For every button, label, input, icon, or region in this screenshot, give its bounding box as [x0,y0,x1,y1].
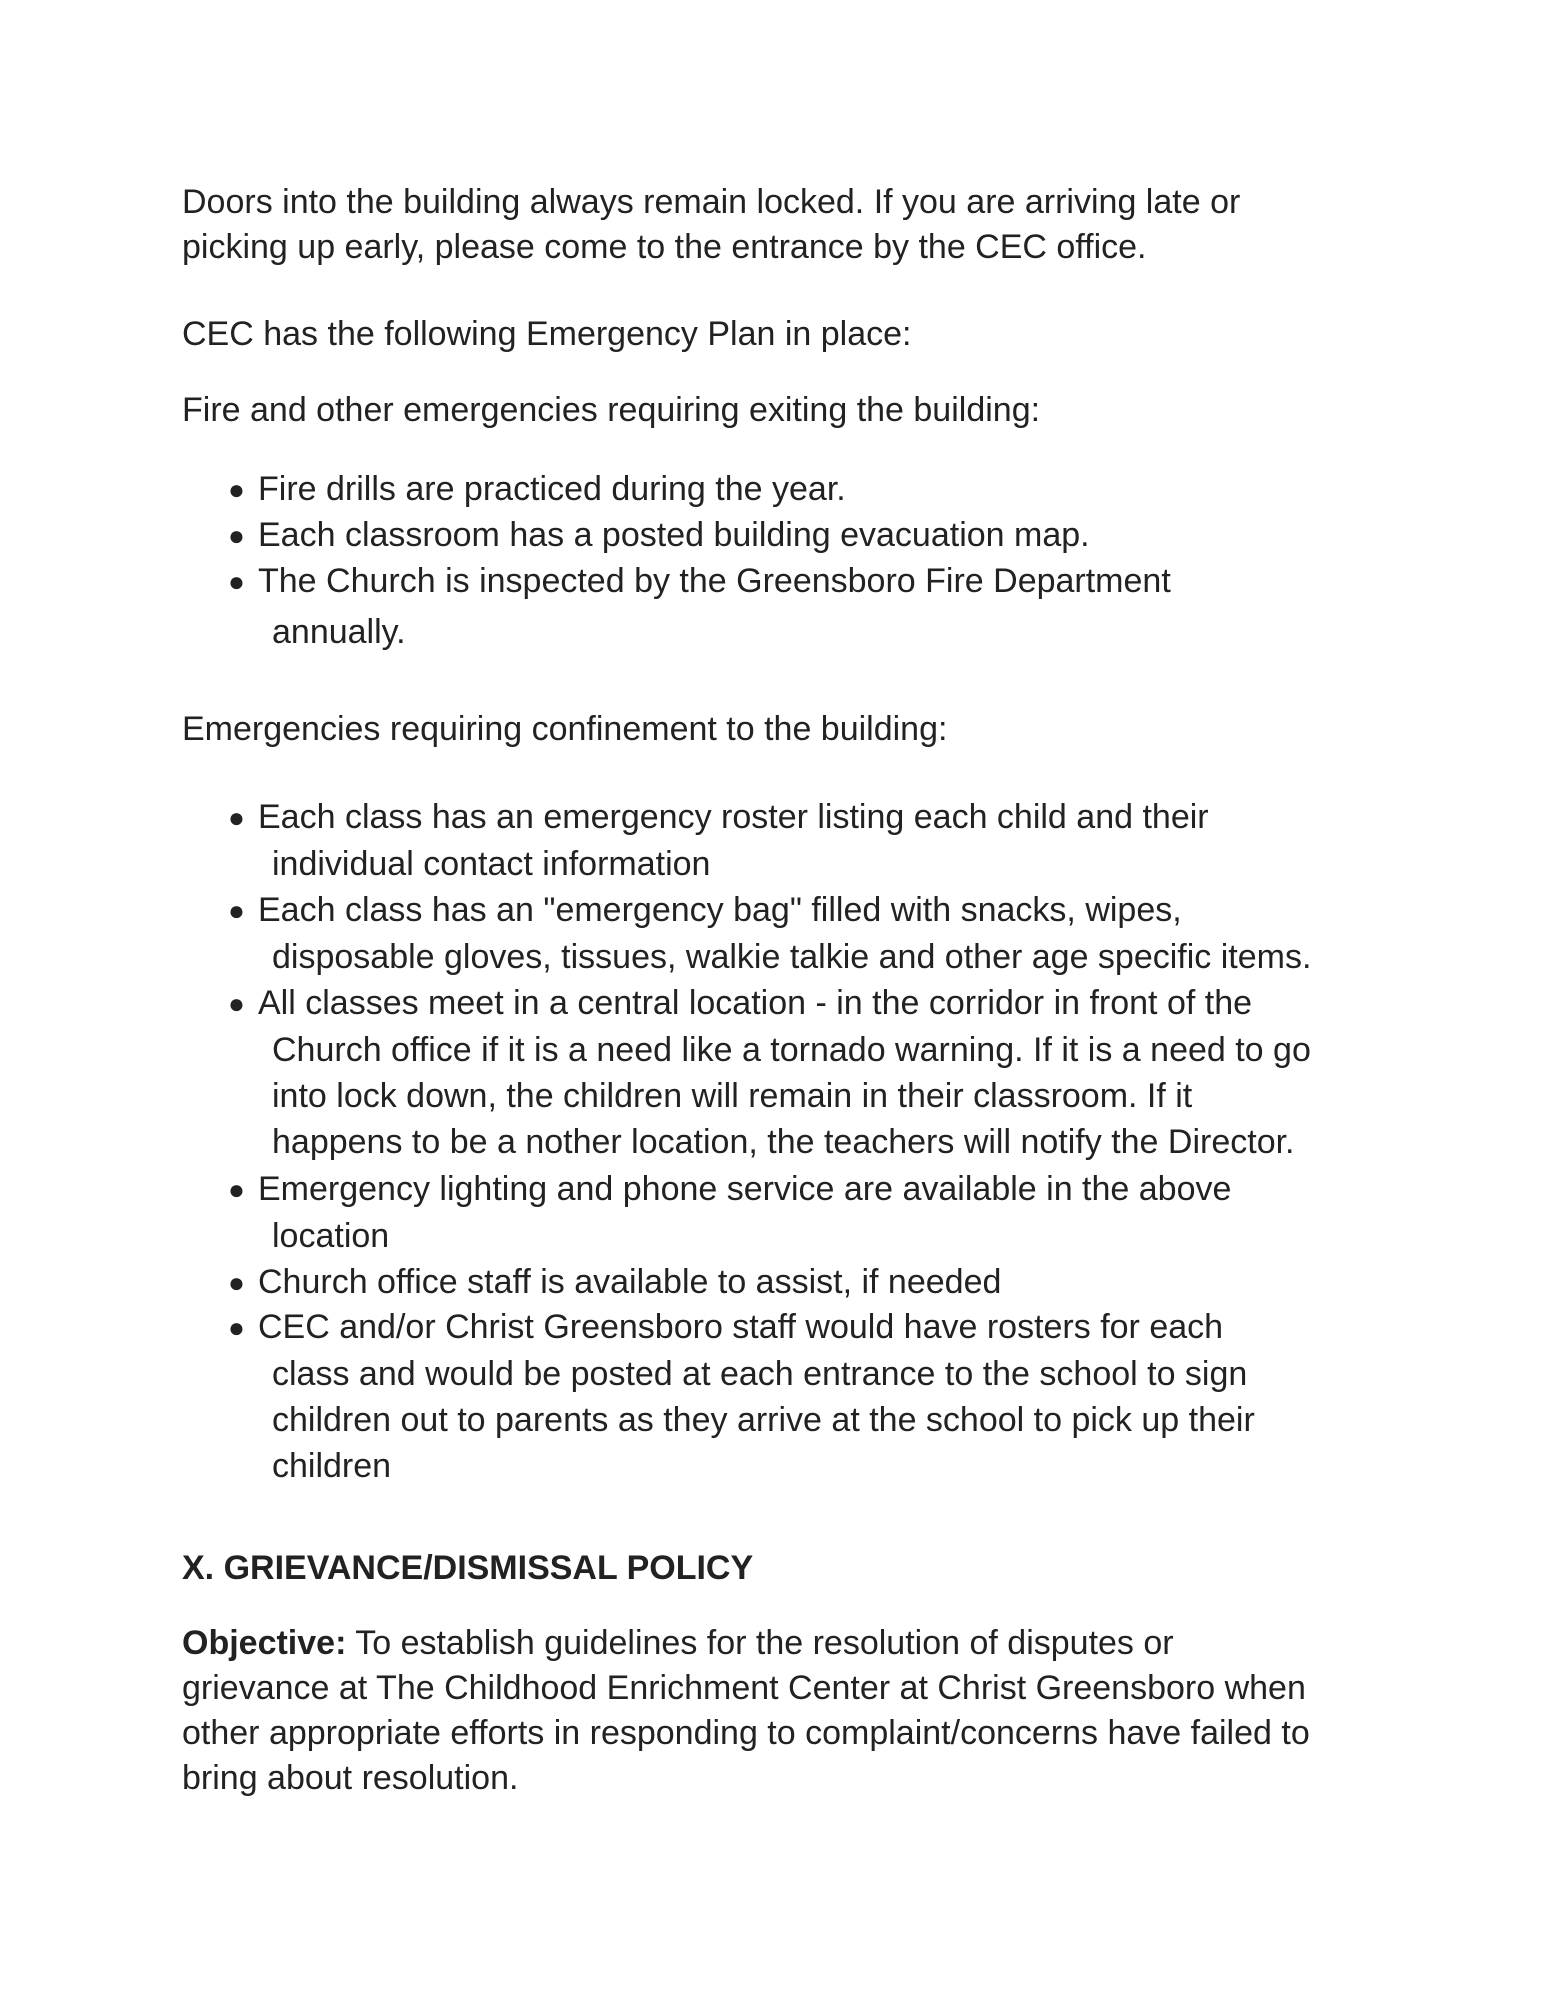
objective-label: Objective: [182,1624,347,1662]
emergency-plan-intro: CEC has the following Emergency Plan in place: [182,315,912,353]
list-item [228,1166,1231,1259]
list-item-text: All classes meet in a central location - in the corridor in front of the [258,984,1253,1022]
list-item-continuation: individual contact information [272,845,711,883]
list-item-continuation: into lock down, the children will remain in their classroom. If it [272,1077,1193,1115]
list-item-continuation: children out to parents as they arrive at the school to pick up their [272,1401,1255,1439]
bullet-icon: ● [228,988,245,1019]
list-item-continuation: annually. [272,613,406,651]
objective-text: other appropriate efforts in responding to complaint/concerns have failed to [182,1714,1310,1752]
list-item-text: Church office staff is available to assist, if needed [258,1263,1002,1301]
objective-text: To establish guidelines for the resolution of disputes or [346,1624,1174,1662]
list-item [228,466,846,513]
intro-paragraph [182,180,1240,270]
bullet-icon: ● [228,1174,245,1205]
list-item-continuation: location [272,1217,390,1255]
bullet-icon: ● [228,895,245,926]
objective-text: bring about resolution. [182,1759,519,1797]
intro-line: picking up early, please come to the entrance by the CEC office. [182,228,1147,266]
bullet-icon: ● [228,474,245,505]
list-item-text: CEC and/or Christ Greensboro staff would have rosters for each [258,1308,1224,1346]
list-item-continuation: class and would be posted at each entrance to the school to sign [272,1355,1248,1393]
bullet-icon: ● [228,1312,245,1343]
list-item [228,887,1311,980]
bullet-icon: ● [228,1267,245,1298]
list-item-continuation: happens to be a nother location, the teachers will notify the Director. [272,1123,1295,1161]
list-item-text: Fire drills are practiced during the year. [258,470,846,508]
fire-section-heading: Fire and other emergencies requiring exiting the building: [182,391,1041,429]
list-item [228,558,1171,655]
list-item-text: Emergency lighting and phone service are available in the above [258,1170,1232,1208]
bullet-icon: ● [228,802,245,833]
list-item [228,1259,1001,1306]
list-item [228,512,1090,559]
list-item-continuation: Church office if it is a need like a tornado warning. If it is a need to go [272,1031,1311,1069]
intro-line: Doors into the building always remain locked. If you are arriving late or [182,183,1241,221]
bullet-icon: ● [228,520,245,551]
objective-text: grievance at The Childhood Enrichment Center at Christ Greensboro when [182,1669,1306,1707]
list-item-text: Each class has an "emergency bag" filled with snacks, wipes, [258,891,1182,929]
list-item-continuation: disposable gloves, tissues, walkie talkie and other age specific items. [272,938,1312,976]
list-item [228,794,1209,887]
list-item-continuation: children [272,1447,392,1485]
bullet-icon: ● [228,566,245,597]
confinement-section-heading: Emergencies requiring confinement to the building: [182,710,948,748]
list-item [228,980,1311,1165]
list-item-text: Each classroom has a posted building evacuation map. [258,516,1090,554]
grievance-section-heading: X. GRIEVANCE/DISMISSAL POLICY [182,1549,754,1587]
list-item-text: Each class has an emergency roster listing each child and their [258,798,1209,836]
list-item [228,1304,1255,1489]
list-item-text: The Church is inspected by the Greensboro Fire Department [258,562,1171,600]
objective-paragraph [182,1621,1310,1801]
